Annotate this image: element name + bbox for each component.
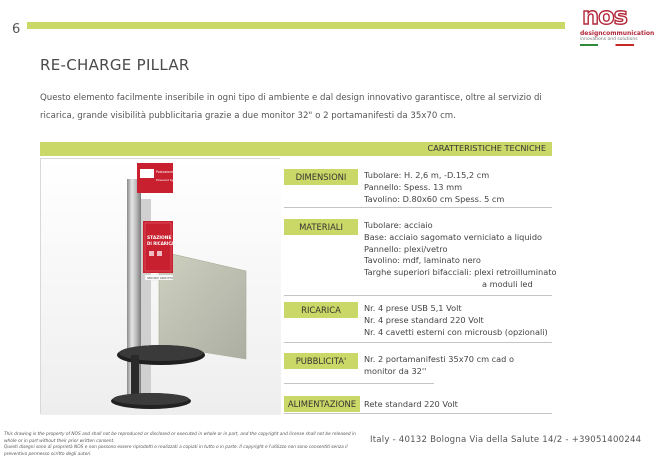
poster-screen (143, 221, 173, 273)
poster-icon-right (157, 251, 162, 256)
spec-line: Pannello: plexi/vetro (364, 243, 448, 254)
spec-line: Pannello: Spess. 13 mm (364, 181, 463, 192)
spec-line: Base: acciaio sagomato verniciato a liquido (364, 231, 543, 242)
spec-value-dimensioni (364, 170, 554, 205)
spec-value-pubblicita (364, 354, 554, 378)
poster-icon-left (149, 251, 154, 256)
spec-line: Nr. 4 cavetti esterni con microusb (opzionali) (364, 326, 548, 337)
spec-line: Nr. 4 prese USB 5,1 Volt (364, 303, 462, 313)
page-title: RE-CHARGE PILLAR (40, 56, 190, 74)
header-accent-bar (27, 22, 565, 29)
poster-title-line1: STAZIONE (147, 236, 172, 241)
spec-divider (284, 413, 552, 414)
nos-logo (578, 2, 654, 47)
disclaimer-italian: Questi disegni sono di proprietà NOS e non possono essere riprodotti o realizzati a copiati in tutto o in parte. Il copyright e l'utilizzo non sono consentiti senza il preventivo permesso scritto degli autori. (4, 445, 348, 457)
spec-line: Tavolino: mdf, laminato nero (364, 255, 481, 266)
spec-divider (284, 342, 552, 343)
spec-line: Targhe superiori bifacciali: plexi retroilluminato (364, 267, 557, 278)
spec-line: Rete standard 220 Volt (364, 399, 458, 409)
spec-label-alimentazione: ALIMENTAZIONE (284, 396, 360, 412)
logo-tagline: designcommunication (580, 30, 654, 37)
spec-line: Tavolino: D.80x60 cm Spess. 5 cm (364, 193, 505, 204)
recharge-pillar-illustration (41, 159, 281, 415)
spec-label-ricarica: RICARICA (284, 302, 358, 318)
spec-line: a moduli led (482, 278, 533, 289)
spec-divider (284, 295, 552, 296)
disclaimer-english: This drawing is the property of NOS and shall not be reproduced or disclosed or executed in whole or in part, and the copyright and license shall not be released in whole or in part without their prior written consent. (4, 432, 356, 444)
logo-mark: nos (582, 2, 627, 30)
spec-line: Tubolare: H. 2,6 m, -D.15,2 cm (364, 170, 490, 180)
logo-subtagline: innovations and solutions (580, 37, 638, 42)
tech-specs-header-bar (40, 142, 552, 156)
spec-value-ricarica (364, 303, 554, 338)
pillar-base-top (113, 393, 189, 405)
top-sign-logo (140, 169, 154, 178)
spec-line: Tubolare: acciaio (364, 220, 433, 230)
table-support (131, 355, 139, 395)
spec-label-materiali: MATERIALI (284, 219, 358, 235)
spec-label-dimensioni: DIMENSIONI (284, 169, 358, 185)
italian-flag-stripe (580, 44, 634, 46)
footer-disclaimer (4, 432, 364, 458)
top-sign-brand: Powered by (156, 178, 174, 182)
spec-line: Nr. 2 portamanifesti 35x70 cm cad o (364, 354, 514, 364)
spec-value-materiali (364, 220, 557, 291)
spec-label-pubblicita: PUBBLICITA' (284, 353, 358, 369)
poster-caption: SERVIZIO GRATUITO (147, 277, 174, 280)
spec-value-alimentazione (364, 399, 554, 411)
poster-title-line2: DI RICARICA (147, 241, 175, 246)
spec-divider (284, 383, 434, 384)
top-sign-text: Postazione di ricarica (156, 170, 190, 174)
page-number: 6 (12, 22, 21, 37)
product-image-panel (40, 158, 280, 414)
spec-line: monitor da 32'' (364, 365, 427, 376)
tech-specs-title: CARATTERISTICHE TECNICHE (427, 143, 546, 153)
footer-address: Italy - 40132 Bologna Via della Salute 14/2 - +39051400244 (370, 435, 642, 445)
spec-divider (284, 207, 552, 208)
intro-paragraph: Questo elemento facilmente inseribile in ogni tipo di ambiente e dal design innovativo garantisce, oltre al servizio di ricarica, grande visibilità pubblicitaria grazie a due monitor 32" o 2 portamanifesti da 35x70 cm. (40, 93, 542, 121)
spec-line: Nr. 4 prese standard 220 Volt (364, 314, 484, 325)
